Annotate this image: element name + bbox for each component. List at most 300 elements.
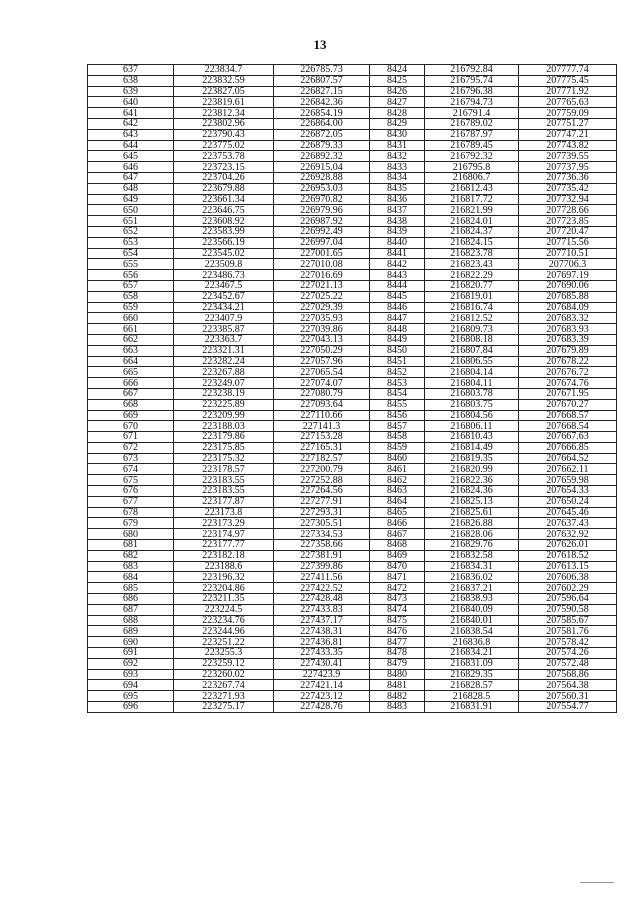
table-cell: 207720.47 bbox=[519, 226, 617, 237]
table-cell: 8428 bbox=[370, 108, 425, 119]
table-cell: 227035.93 bbox=[274, 313, 370, 324]
table-cell: 223832.59 bbox=[174, 75, 274, 86]
table-row bbox=[88, 561, 617, 572]
table-cell: 668 bbox=[88, 399, 174, 410]
table-cell: 216834.21 bbox=[425, 648, 519, 659]
table-cell: 207602.29 bbox=[519, 583, 617, 594]
table-cell: 655 bbox=[88, 259, 174, 270]
table-cell: 216838.93 bbox=[425, 594, 519, 605]
table-cell: 223234.76 bbox=[174, 615, 274, 626]
table-cell: 671 bbox=[88, 432, 174, 443]
table-cell: 223385.87 bbox=[174, 324, 274, 335]
table-cell: 666 bbox=[88, 378, 174, 389]
table-cell: 207751.27 bbox=[519, 118, 617, 129]
table-row bbox=[88, 594, 617, 605]
table-cell: 227050.29 bbox=[274, 345, 370, 356]
table-cell: 226979.96 bbox=[274, 205, 370, 216]
table-cell: 216794.73 bbox=[425, 97, 519, 108]
table-cell: 223173.8 bbox=[174, 507, 274, 518]
table-cell: 216816.74 bbox=[425, 302, 519, 313]
table-cell: 216826.88 bbox=[425, 518, 519, 529]
table-cell: 226953.03 bbox=[274, 183, 370, 194]
table-cell: 8429 bbox=[370, 118, 425, 129]
table-cell: 207662.11 bbox=[519, 464, 617, 475]
table-row bbox=[88, 302, 617, 313]
table-cell: 226827.15 bbox=[274, 86, 370, 97]
footer-mark bbox=[580, 882, 614, 883]
table-row bbox=[88, 108, 617, 119]
table-row bbox=[88, 442, 617, 453]
table-cell: 216823.43 bbox=[425, 259, 519, 270]
table-cell: 207581.76 bbox=[519, 626, 617, 637]
table-cell: 8449 bbox=[370, 334, 425, 345]
table-cell: 223834.7 bbox=[174, 65, 274, 76]
table-cell: 207668.54 bbox=[519, 421, 617, 432]
table-cell: 223238.19 bbox=[174, 388, 274, 399]
table-cell: 659 bbox=[88, 302, 174, 313]
table-cell: 227029.39 bbox=[274, 302, 370, 313]
table-cell: 8454 bbox=[370, 388, 425, 399]
table-cell: 216806.11 bbox=[425, 421, 519, 432]
table-cell: 645 bbox=[88, 151, 174, 162]
table-cell: 207706.3 bbox=[519, 259, 617, 270]
table-cell: 638 bbox=[88, 75, 174, 86]
table-cell: 223790.43 bbox=[174, 129, 274, 140]
table-cell: 216831.09 bbox=[425, 658, 519, 669]
table-cell: 8437 bbox=[370, 205, 425, 216]
table-cell: 227422.52 bbox=[274, 583, 370, 594]
table-row bbox=[88, 648, 617, 659]
table-cell: 216825.13 bbox=[425, 496, 519, 507]
table-row bbox=[88, 572, 617, 583]
table-cell: 8480 bbox=[370, 669, 425, 680]
table-cell: 207678.22 bbox=[519, 356, 617, 367]
table-cell: 223225.89 bbox=[174, 399, 274, 410]
table-cell: 227358.66 bbox=[274, 540, 370, 551]
table-cell: 8481 bbox=[370, 680, 425, 691]
table-row bbox=[88, 626, 617, 637]
table-cell: 641 bbox=[88, 108, 174, 119]
table-cell: 660 bbox=[88, 313, 174, 324]
table-cell: 207564.38 bbox=[519, 680, 617, 691]
page-number: 13 bbox=[313, 37, 327, 52]
table-cell: 216832.58 bbox=[425, 550, 519, 561]
table-row bbox=[88, 507, 617, 518]
table-cell: 216824.37 bbox=[425, 226, 519, 237]
table-cell: 642 bbox=[88, 118, 174, 129]
table-cell: 223174.97 bbox=[174, 529, 274, 540]
table-cell: 675 bbox=[88, 475, 174, 486]
table-cell: 688 bbox=[88, 615, 174, 626]
table-row bbox=[88, 378, 617, 389]
table-cell: 8470 bbox=[370, 561, 425, 572]
table-cell: 227182.57 bbox=[274, 453, 370, 464]
table-cell: 8472 bbox=[370, 583, 425, 594]
table-cell: 216838.54 bbox=[425, 626, 519, 637]
table-cell: 8452 bbox=[370, 367, 425, 378]
table-cell: 684 bbox=[88, 572, 174, 583]
table-cell: 207578.42 bbox=[519, 637, 617, 648]
table-cell: 227411.56 bbox=[274, 572, 370, 583]
table-cell: 227010.08 bbox=[274, 259, 370, 270]
table-cell: 648 bbox=[88, 183, 174, 194]
table-cell: 207684.09 bbox=[519, 302, 617, 313]
table-cell: 216804.56 bbox=[425, 410, 519, 421]
table-cell: 227080.79 bbox=[274, 388, 370, 399]
table-cell: 8441 bbox=[370, 248, 425, 259]
table-cell: 216831.91 bbox=[425, 702, 519, 713]
table-cell: 639 bbox=[88, 86, 174, 97]
table-cell: 207723.85 bbox=[519, 216, 617, 227]
table-cell: 223182.18 bbox=[174, 550, 274, 561]
table-cell: 223509.8 bbox=[174, 259, 274, 270]
table-cell: 216787.97 bbox=[425, 129, 519, 140]
table-row bbox=[88, 540, 617, 551]
table-cell: 226892.32 bbox=[274, 151, 370, 162]
table-cell: 207683.39 bbox=[519, 334, 617, 345]
table-cell: 223802.96 bbox=[174, 118, 274, 129]
table-cell: 227039.86 bbox=[274, 324, 370, 335]
table-cell: 681 bbox=[88, 540, 174, 551]
table-cell: 8471 bbox=[370, 572, 425, 583]
table-cell: 227001.65 bbox=[274, 248, 370, 259]
table-cell: 227043.13 bbox=[274, 334, 370, 345]
table-cell: 678 bbox=[88, 507, 174, 518]
table-cell: 216837.21 bbox=[425, 583, 519, 594]
table-cell: 216822.29 bbox=[425, 270, 519, 281]
table-cell: 658 bbox=[88, 291, 174, 302]
table-cell: 227437.17 bbox=[274, 615, 370, 626]
table-cell: 223583.99 bbox=[174, 226, 274, 237]
table-cell: 8459 bbox=[370, 442, 425, 453]
table-cell: 227423.12 bbox=[274, 691, 370, 702]
table-cell: 207777.74 bbox=[519, 65, 617, 76]
table-cell: 227421.14 bbox=[274, 680, 370, 691]
table-row bbox=[88, 604, 617, 615]
table-cell: 8456 bbox=[370, 410, 425, 421]
table-cell: 223183.55 bbox=[174, 475, 274, 486]
table-cell: 223175.85 bbox=[174, 442, 274, 453]
table-cell: 207736.36 bbox=[519, 172, 617, 183]
table-row bbox=[88, 324, 617, 335]
table-cell: 207596.64 bbox=[519, 594, 617, 605]
table-cell: 207710.51 bbox=[519, 248, 617, 259]
table-row bbox=[88, 194, 617, 205]
table-cell: 207568.86 bbox=[519, 669, 617, 680]
table-cell: 223434.21 bbox=[174, 302, 274, 313]
table-cell: 207668.57 bbox=[519, 410, 617, 421]
table-row bbox=[88, 205, 617, 216]
table-cell: 226879.33 bbox=[274, 140, 370, 151]
table-cell: 216824.15 bbox=[425, 237, 519, 248]
table-cell: 8433 bbox=[370, 162, 425, 173]
table-cell: 663 bbox=[88, 345, 174, 356]
table-cell: 207560.31 bbox=[519, 691, 617, 702]
table-row bbox=[88, 129, 617, 140]
table-cell: 8424 bbox=[370, 65, 425, 76]
table-cell: 216824.36 bbox=[425, 486, 519, 497]
table-row bbox=[88, 550, 617, 561]
table-cell: 227252.88 bbox=[274, 475, 370, 486]
table-cell: 216792.32 bbox=[425, 151, 519, 162]
table-cell: 216791.4 bbox=[425, 108, 519, 119]
table-cell: 223704.26 bbox=[174, 172, 274, 183]
table-cell: 227428.48 bbox=[274, 594, 370, 605]
table-row bbox=[88, 248, 617, 259]
table-cell: 223467.5 bbox=[174, 280, 274, 291]
table-cell: 8435 bbox=[370, 183, 425, 194]
table-cell: 227025.22 bbox=[274, 291, 370, 302]
table-cell: 670 bbox=[88, 421, 174, 432]
table-cell: 8463 bbox=[370, 486, 425, 497]
table-cell: 8460 bbox=[370, 453, 425, 464]
table-row bbox=[88, 529, 617, 540]
table-cell: 8476 bbox=[370, 626, 425, 637]
table-cell: 8465 bbox=[370, 507, 425, 518]
table-cell: 216836.8 bbox=[425, 637, 519, 648]
table-cell: 643 bbox=[88, 129, 174, 140]
table-row bbox=[88, 691, 617, 702]
table-cell: 223486.73 bbox=[174, 270, 274, 281]
table-row bbox=[88, 237, 617, 248]
table-cell: 8466 bbox=[370, 518, 425, 529]
table-row bbox=[88, 453, 617, 464]
table-cell: 226987.92 bbox=[274, 216, 370, 227]
table-cell: 637 bbox=[88, 65, 174, 76]
table-cell: 207650.24 bbox=[519, 496, 617, 507]
table-cell: 216809.73 bbox=[425, 324, 519, 335]
table-cell: 8426 bbox=[370, 86, 425, 97]
table-cell: 8443 bbox=[370, 270, 425, 281]
table-row bbox=[88, 518, 617, 529]
table-cell: 676 bbox=[88, 486, 174, 497]
table-cell: 653 bbox=[88, 237, 174, 248]
table-cell: 667 bbox=[88, 388, 174, 399]
table-cell: 216803.75 bbox=[425, 399, 519, 410]
table-cell: 216810.43 bbox=[425, 432, 519, 443]
table-cell: 207683.93 bbox=[519, 324, 617, 335]
table-cell: 8445 bbox=[370, 291, 425, 302]
table-cell: 223177.77 bbox=[174, 540, 274, 551]
table-cell: 695 bbox=[88, 691, 174, 702]
table-cell: 216812.52 bbox=[425, 313, 519, 324]
table-cell: 216829.76 bbox=[425, 540, 519, 551]
table-cell: 226807.57 bbox=[274, 75, 370, 86]
table-cell: 207732.94 bbox=[519, 194, 617, 205]
table-cell: 669 bbox=[88, 410, 174, 421]
table-cell: 226872.05 bbox=[274, 129, 370, 140]
table-cell: 207585.67 bbox=[519, 615, 617, 626]
table-row bbox=[88, 86, 617, 97]
table-cell: 647 bbox=[88, 172, 174, 183]
table-cell: 207666.85 bbox=[519, 442, 617, 453]
table-cell: 207739.55 bbox=[519, 151, 617, 162]
table-cell: 223452.67 bbox=[174, 291, 274, 302]
table-cell: 223196.32 bbox=[174, 572, 274, 583]
table-cell: 227305.51 bbox=[274, 518, 370, 529]
table-cell: 216803.78 bbox=[425, 388, 519, 399]
table-cell: 691 bbox=[88, 648, 174, 659]
table-cell: 216817.72 bbox=[425, 194, 519, 205]
table-row bbox=[88, 280, 617, 291]
table-cell: 227436.81 bbox=[274, 637, 370, 648]
table-cell: 8425 bbox=[370, 75, 425, 86]
table-cell: 207690.06 bbox=[519, 280, 617, 291]
table-row bbox=[88, 151, 617, 162]
table-cell: 223260.02 bbox=[174, 669, 274, 680]
table-cell: 679 bbox=[88, 518, 174, 529]
table-cell: 207737.95 bbox=[519, 162, 617, 173]
table-cell: 8440 bbox=[370, 237, 425, 248]
table-row bbox=[88, 421, 617, 432]
table-cell: 8430 bbox=[370, 129, 425, 140]
table-cell: 216836.02 bbox=[425, 572, 519, 583]
table-cell: 227430.41 bbox=[274, 658, 370, 669]
table-cell: 8478 bbox=[370, 648, 425, 659]
table-cell: 226915.04 bbox=[274, 162, 370, 173]
table-row bbox=[88, 637, 617, 648]
table-cell: 227334.53 bbox=[274, 529, 370, 540]
table-cell: 216819.35 bbox=[425, 453, 519, 464]
table-cell: 686 bbox=[88, 594, 174, 605]
table-cell: 216823.78 bbox=[425, 248, 519, 259]
table-cell: 216824.01 bbox=[425, 216, 519, 227]
table-cell: 207670.27 bbox=[519, 399, 617, 410]
table-cell: 216789.02 bbox=[425, 118, 519, 129]
table-cell: 216828.57 bbox=[425, 680, 519, 691]
table-cell: 694 bbox=[88, 680, 174, 691]
table-cell: 216828.5 bbox=[425, 691, 519, 702]
table-cell: 207715.56 bbox=[519, 237, 617, 248]
table-cell: 223251.22 bbox=[174, 637, 274, 648]
table-cell: 227065.54 bbox=[274, 367, 370, 378]
table-cell: 216812.43 bbox=[425, 183, 519, 194]
table-cell: 207664.52 bbox=[519, 453, 617, 464]
table-row bbox=[88, 270, 617, 281]
table-cell: 652 bbox=[88, 226, 174, 237]
table-row bbox=[88, 162, 617, 173]
table-cell: 8450 bbox=[370, 345, 425, 356]
table-cell: 223608.92 bbox=[174, 216, 274, 227]
table-cell: 8439 bbox=[370, 226, 425, 237]
table-cell: 8477 bbox=[370, 637, 425, 648]
table-cell: 223363.7 bbox=[174, 334, 274, 345]
table-cell: 692 bbox=[88, 658, 174, 669]
table-cell: 207697.19 bbox=[519, 270, 617, 281]
table-row bbox=[88, 680, 617, 691]
table-cell: 8467 bbox=[370, 529, 425, 540]
table-cell: 223321.31 bbox=[174, 345, 274, 356]
table-cell: 216828.06 bbox=[425, 529, 519, 540]
table-row bbox=[88, 658, 617, 669]
table-cell: 651 bbox=[88, 216, 174, 227]
table-cell: 216795.8 bbox=[425, 162, 519, 173]
table-cell: 682 bbox=[88, 550, 174, 561]
table-cell: 223819.61 bbox=[174, 97, 274, 108]
table-cell: 223812.34 bbox=[174, 108, 274, 119]
table-cell: 216806.55 bbox=[425, 356, 519, 367]
table-row bbox=[88, 367, 617, 378]
table-cell: 207574.26 bbox=[519, 648, 617, 659]
table-cell: 677 bbox=[88, 496, 174, 507]
table-cell: 216789.45 bbox=[425, 140, 519, 151]
table-cell: 8444 bbox=[370, 280, 425, 291]
table-cell: 8468 bbox=[370, 540, 425, 551]
table-cell: 207626.01 bbox=[519, 540, 617, 551]
table-cell: 664 bbox=[88, 356, 174, 367]
table-cell: 226970.82 bbox=[274, 194, 370, 205]
table-cell: 216804.11 bbox=[425, 378, 519, 389]
table-cell: 226864.00 bbox=[274, 118, 370, 129]
table-cell: 223255.3 bbox=[174, 648, 274, 659]
table-cell: 216819.01 bbox=[425, 291, 519, 302]
table-cell: 8451 bbox=[370, 356, 425, 367]
table-cell: 223204.86 bbox=[174, 583, 274, 594]
table-cell: 227264.56 bbox=[274, 486, 370, 497]
table-cell: 8457 bbox=[370, 421, 425, 432]
table-row bbox=[88, 475, 617, 486]
table-cell: 223179.86 bbox=[174, 432, 274, 443]
table-cell: 207759.09 bbox=[519, 108, 617, 119]
table-cell: 680 bbox=[88, 529, 174, 540]
table-cell: 207590.58 bbox=[519, 604, 617, 615]
table-cell: 8455 bbox=[370, 399, 425, 410]
table-cell: 216820.77 bbox=[425, 280, 519, 291]
table-row bbox=[88, 410, 617, 421]
table-cell: 656 bbox=[88, 270, 174, 281]
table-cell: 223827.05 bbox=[174, 86, 274, 97]
table-cell: 687 bbox=[88, 604, 174, 615]
table-cell: 8482 bbox=[370, 691, 425, 702]
table-cell: 227293.31 bbox=[274, 507, 370, 518]
table-cell: 223267.74 bbox=[174, 680, 274, 691]
table-cell: 227433.83 bbox=[274, 604, 370, 615]
coordinates-table bbox=[87, 64, 617, 713]
table-cell: 223183.55 bbox=[174, 486, 274, 497]
table-cell: 674 bbox=[88, 464, 174, 475]
table-cell: 223267.88 bbox=[174, 367, 274, 378]
table-cell: 8447 bbox=[370, 313, 425, 324]
table-cell: 216820.99 bbox=[425, 464, 519, 475]
table-row bbox=[88, 291, 617, 302]
table-cell: 207613.15 bbox=[519, 561, 617, 572]
table-cell: 223545.02 bbox=[174, 248, 274, 259]
table-cell: 207654.33 bbox=[519, 486, 617, 497]
table-cell: 216792.84 bbox=[425, 65, 519, 76]
table-cell: 223661.34 bbox=[174, 194, 274, 205]
table-cell: 207771.92 bbox=[519, 86, 617, 97]
table-cell: 8453 bbox=[370, 378, 425, 389]
table-cell: 223679.88 bbox=[174, 183, 274, 194]
table-cell: 207667.63 bbox=[519, 432, 617, 443]
table-row bbox=[88, 65, 617, 76]
table-cell: 207743.82 bbox=[519, 140, 617, 151]
table-cell: 207637.43 bbox=[519, 518, 617, 529]
table-cell: 223178.57 bbox=[174, 464, 274, 475]
table-cell: 216808.18 bbox=[425, 334, 519, 345]
table-cell: 8483 bbox=[370, 702, 425, 713]
table-cell: 689 bbox=[88, 626, 174, 637]
table-row bbox=[88, 226, 617, 237]
table-body bbox=[88, 65, 617, 713]
table-cell: 683 bbox=[88, 561, 174, 572]
table-cell: 8461 bbox=[370, 464, 425, 475]
table-cell: 8469 bbox=[370, 550, 425, 561]
table-row bbox=[88, 183, 617, 194]
table-cell: 672 bbox=[88, 442, 174, 453]
table-cell: 216814.49 bbox=[425, 442, 519, 453]
table-row bbox=[88, 615, 617, 626]
